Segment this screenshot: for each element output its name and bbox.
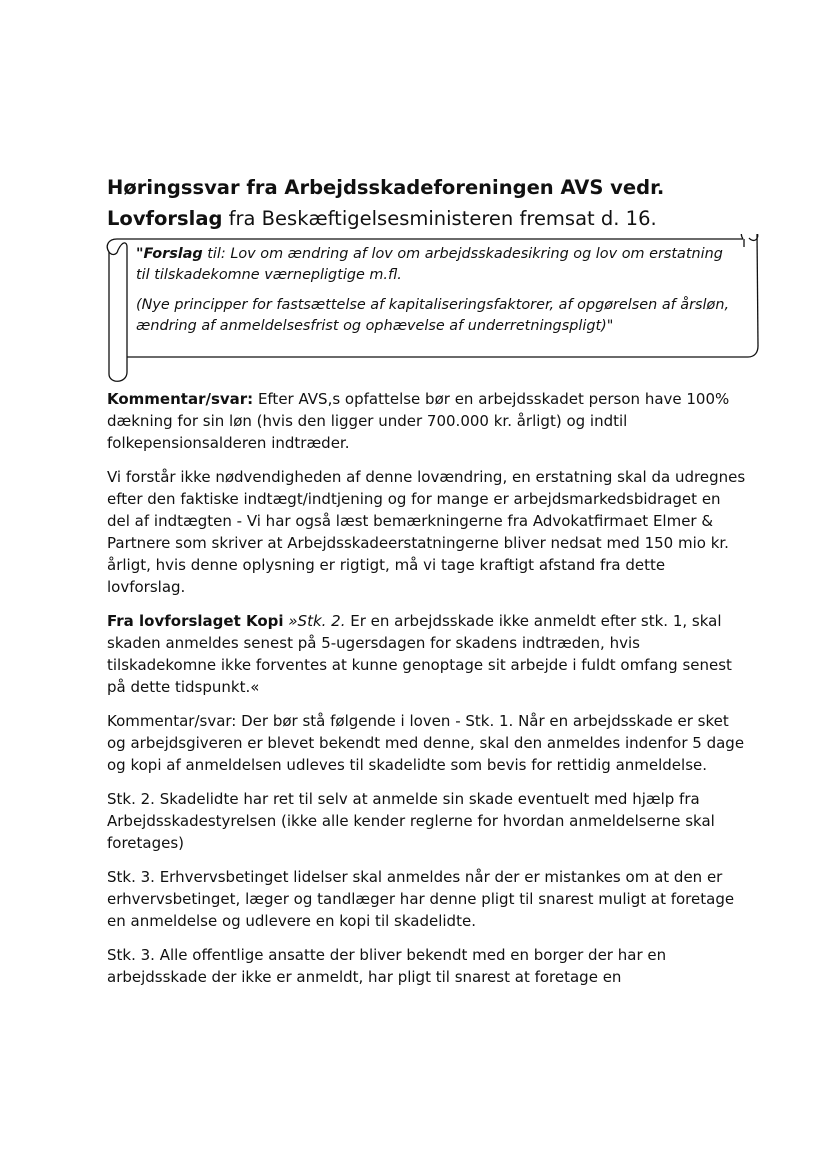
document-body xyxy=(107,388,747,1000)
quote-paragraph-2: (Nye principper for fastsættelse af kapitaliseringsfaktorer, af opgørelsen af årsløn, ændring af anmeldelsesfrist og ophævelse af underretningspligt)" xyxy=(136,297,730,334)
comment-text: Efter AVS,s opfattelse bør en arbejdsskadet person have 100% dækning for sin løn (hvis den ligger under 700.000 kr. årligt) og indtil folkepensionsalderen indtræder. xyxy=(107,390,730,452)
title-line-2 xyxy=(107,203,747,234)
paragraph-comment-2: Kommentar/svar: Der bør stå følgende i loven - Stk. 1. Når en arbejdsskade er sket og arbejdsgiveren er blevet bekendt med denne, skal den anmeldes indenfor 5 dage og kopi af anmeldelsen udleves til skadelidte som bevis for rettidig anmeldelse. xyxy=(107,712,745,774)
title-line-1: Høringssvar fra Arbejdsskadeforeningen AVS vedr. xyxy=(107,176,665,199)
title-bold-word: Lovforslag xyxy=(107,207,223,230)
paragraph-bill-excerpt xyxy=(107,610,747,698)
quote-text xyxy=(136,244,736,337)
comment-label: Kommentar/svar: xyxy=(107,390,254,408)
title-rest: fra Beskæftigelsesministeren fremsat d. 16. xyxy=(222,207,657,230)
quote-scroll-box xyxy=(103,234,759,384)
quote-line-1: til: Lov om ændring af lov om arbejdsskadesikring og lov om erstatning til tilskadekomne værnepligtige m.fl. xyxy=(136,246,723,283)
paragraph-2: Vi forstår ikke nødvendigheden af denne lovændring, en erstatning skal da udregnes efter den faktiske indtægt/indtjening og for mange er arbejdsmarkedsbidraget en del af indtægten - Vi har også læst bemærkningerne fra Advokatfirmaet Elmer & Partnere som skriver at Arbejdsskadeerstatningerne bliver nedsat med 150 mio kr. årligt, hvis denne oplysning er rigtigt, må vi tage kraftigt afstand fra dette lovforslag. xyxy=(107,468,746,596)
document-title xyxy=(107,172,747,234)
paragraph-comment-1 xyxy=(107,388,747,454)
quote-paragraph-1 xyxy=(136,244,736,286)
bill-excerpt-text: Er en arbejdsskade ikke anmeldt efter stk. 1, skal skaden anmeldes senest på 5-ugersdagen for skadens indtræden, hvis tilskadekomne ikke forventes at kunne genoptage sit arbejde i fuldt omfang senest på dette tidspunkt.« xyxy=(107,612,732,696)
paragraph-stk-3b: Stk. 3. Alle offentlige ansatte der bliver bekendt med en borger der har en arbejdsskade der ikke er anmeldt, har pligt til snarest at foretage en xyxy=(107,946,667,986)
paragraph-stk-3a: Stk. 3. Erhvervsbetinget lidelser skal anmeldes når der er mistankes om at den er erhvervsbetinget, læger og tandlæger har denne pligt til snarest muligt at foretage en anmeldelse og udlevere en kopi til skadelidte. xyxy=(107,868,735,930)
quote-label: "Forslag xyxy=(136,246,203,262)
bill-excerpt-italic: »Stk. 2. xyxy=(283,612,346,630)
bill-excerpt-label: Fra lovforslaget Kopi xyxy=(107,612,284,630)
paragraph-stk-2: Stk. 2. Skadelidte har ret til selv at anmelde sin skade eventuelt med hjælp fra Arbejdsskadestyrelsen (ikke alle kender reglerne for hvordan anmeldelserne skal foretages) xyxy=(107,790,715,852)
